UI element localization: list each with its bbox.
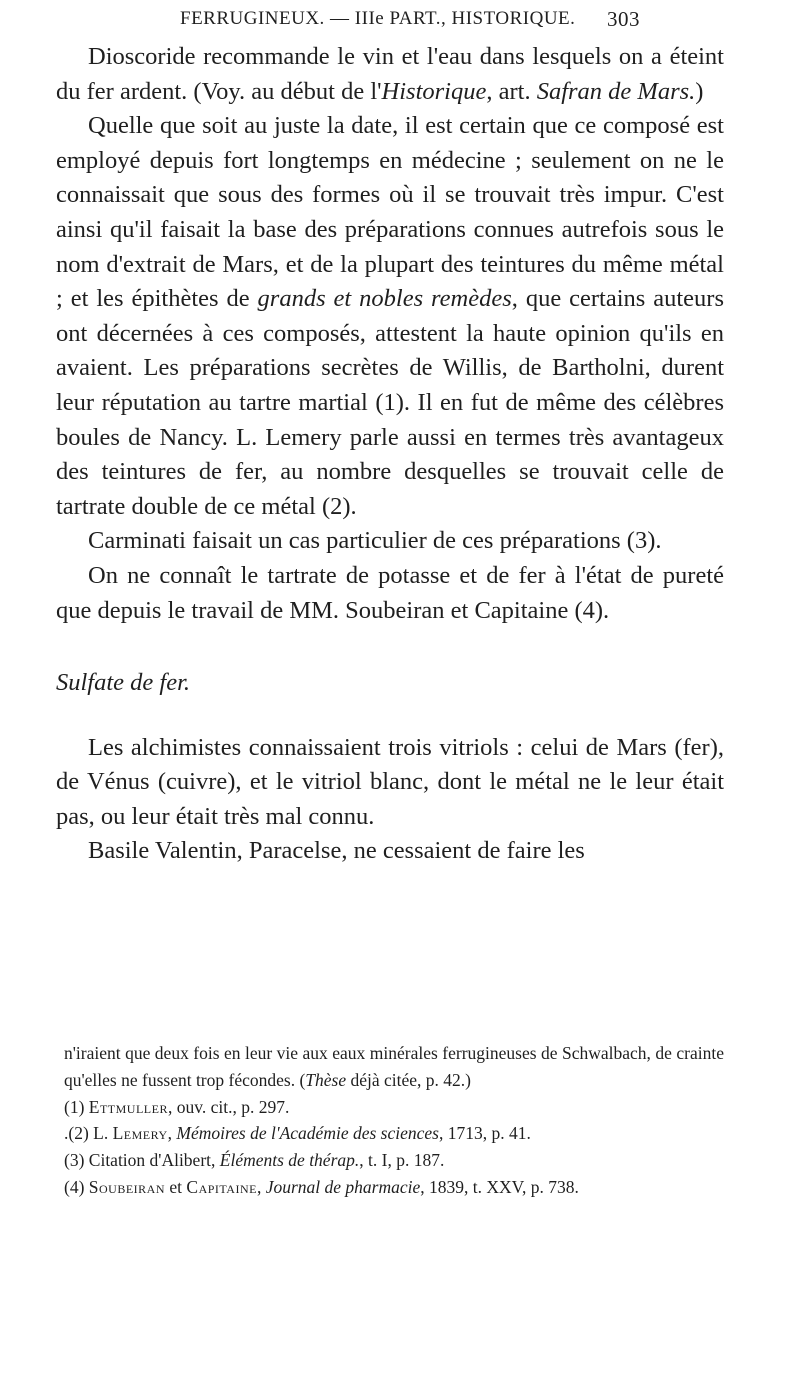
text-run: , art. [486,77,537,105]
text-run: , [167,1123,177,1144]
running-header [180,4,640,34]
text-run: , que certains auteurs ont décernées à ces composés, attestent la haute opinion qu'ils en avaient. Les préparations secrètes de Willis, de Bartholni, durent leur réputation au tartre martial (1). Il en fut de même des célèbres boules de Nancy. L. Lemery parle aussi en termes très avantageux des teintures de fer, au nombre desquelles se trouvait celle de tartrate double de ce métal (2). [56,285,724,520]
text-run: ) [695,77,704,105]
footnotes [56,1040,724,1201]
text-run: Dioscoride recommande le vin et l'eau dans lesquels on a éteint du fer ardent. (Voy. au début de l' [56,43,724,105]
paragraph-vitriols: Les alchimistes connaissaient trois vitriols : celui de Mars (fer), de Vénus (cuivre), et le vitriol blanc, dont le métal ne le leur était pas, ou leur était très mal connu. [56,733,724,830]
text-run: , 1713, p. 41. [438,1123,531,1144]
italic-run: Thèse [305,1069,347,1090]
work-title: Éléments de thérap. [219,1150,360,1171]
footnote-3 [56,1147,724,1174]
footnote-4 [56,1174,724,1201]
work-title: Mémoires de l'Académie des sciences [176,1123,439,1144]
footnote-1 [56,1094,724,1121]
author-name: Capitaine [186,1176,257,1197]
section-title: Sulfate de fer. [56,669,191,697]
footnote-number: (4) [64,1176,85,1197]
text-run: L. [93,1123,113,1144]
paragraph-tartrate: On ne connaît le tartrate de potasse et de fer à l'état de pureté que depuis le travail de MM. Soubeiran et Capitaine (4). [56,561,724,624]
footnote-number: (3) [64,1150,85,1171]
italic-run: Historique [381,77,487,105]
text-run: Citation d'Alibert, [84,1150,220,1171]
paragraph-basile: Basile Valentin, Paracelse, ne cessaient de faire les [88,837,585,865]
work-title: Journal de pharmacie [265,1176,421,1197]
paragraph-carminati: Carminati faisait un cas particulier de ces préparations (3). [88,527,662,555]
text-run: , ouv. cit., p. 297. [167,1096,290,1117]
main-text [56,40,724,869]
text-run: déjà citée, p. 42.) [346,1069,471,1090]
author-name: Ettmuller [88,1096,168,1117]
text-run: , t. I, p. 187. [359,1150,445,1171]
paragraph-history [56,109,724,524]
author-name: Soubeiran [88,1176,166,1197]
text-run: Quelle que soit au juste la date, il est certain que ce composé est employé depuis fort longtemps en médecine ; seulement on ne le connaissait que sous des formes où il se trouvait très impur. C'est ainsi qu'il faisait la base des préparations connues autrefois sous le nom d'extrait de Mars, et de la plupart des teintures du même métal ; et les épithètes de [56,112,724,313]
text-run: et [165,1176,187,1197]
text-run: n'iraient que deux fois en leur vie aux eaux minérales ferrugineuses de Schwalbach, de crainte qu'elles ne fussent trop fécondes. ( [64,1043,724,1090]
footnote-2 [56,1120,724,1147]
italic-run: grands et nobles remèdes [257,285,512,313]
footnote-continuation [56,1040,724,1094]
paragraph-dioscoride [56,40,724,109]
author-name: Lemery [112,1123,168,1144]
running-title: FERRUGINEUX. — IIIe PART., HISTORIQUE. [180,8,576,29]
page-number: 303 [607,7,640,31]
footnote-number: .(2) [64,1123,89,1144]
footnote-number: (1) [64,1096,85,1117]
text-run: , 1839, t. XXV, p. 738. [420,1176,579,1197]
text-run: , [256,1176,266,1197]
italic-run: Safran de Mars. [536,77,696,105]
